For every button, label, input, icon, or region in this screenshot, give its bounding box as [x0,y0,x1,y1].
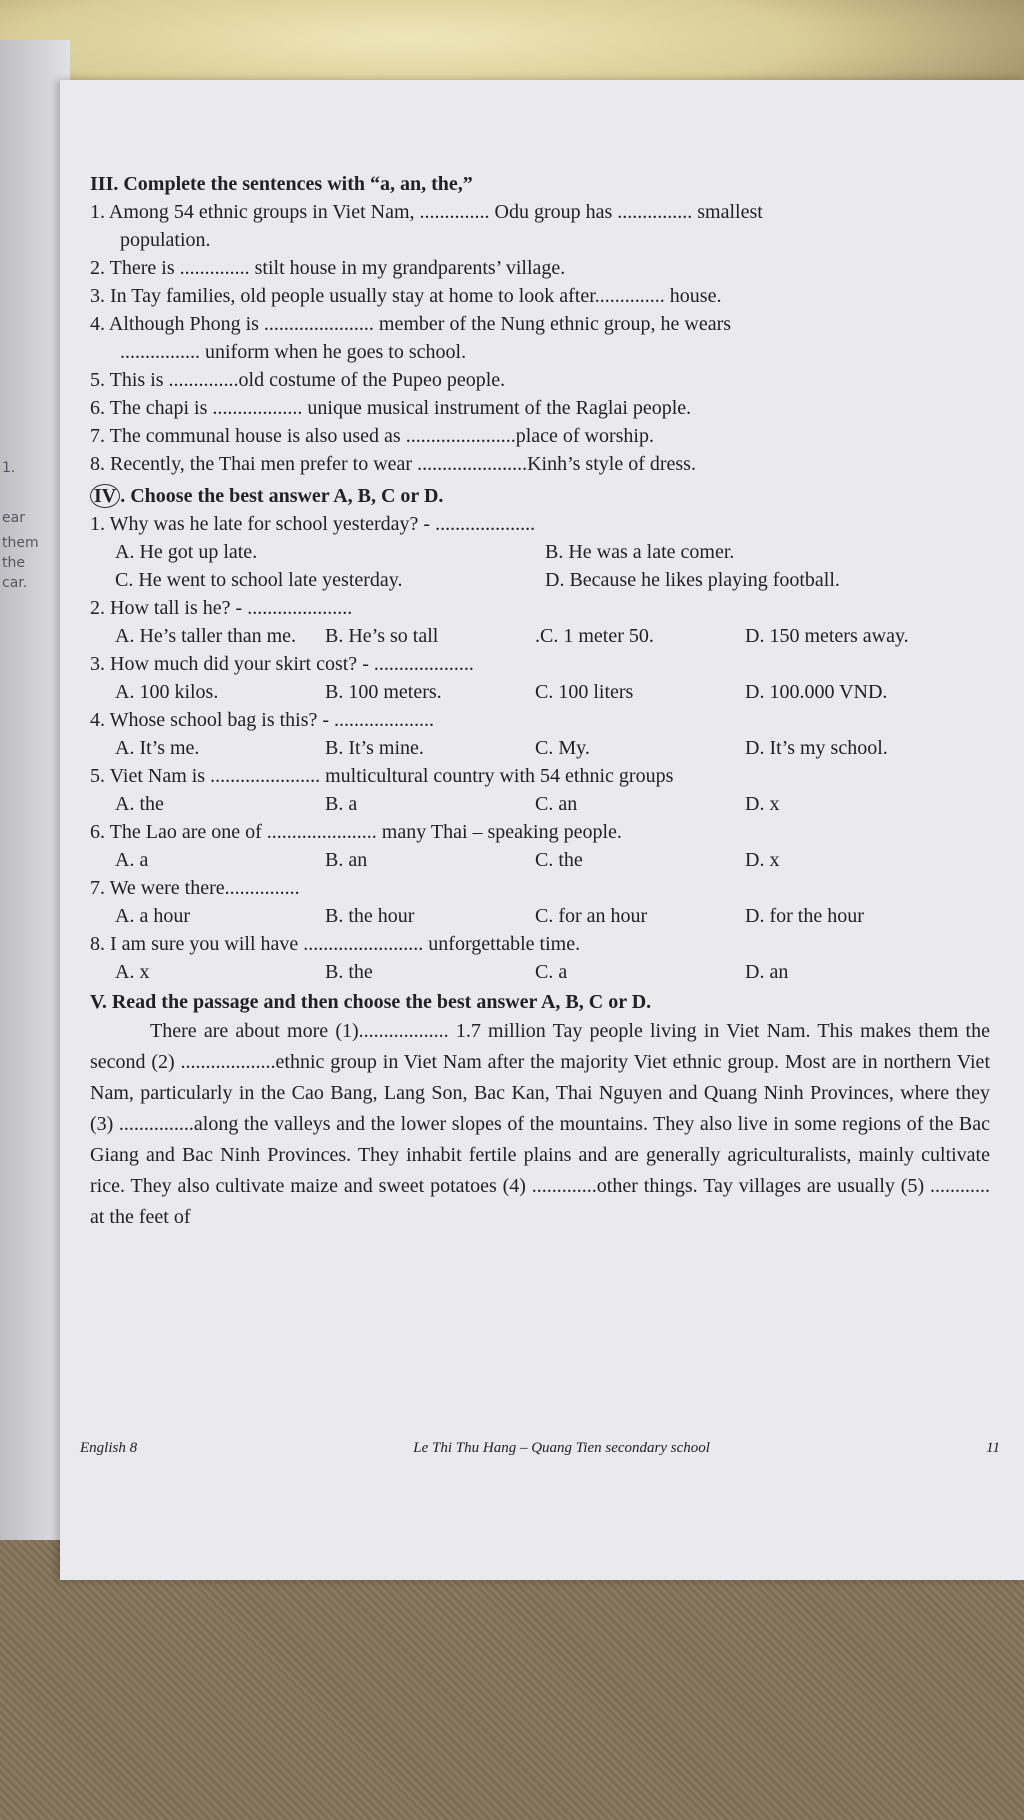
reading-passage [90,1016,990,1233]
answer-options [90,566,990,594]
answer-option: D. x [745,793,780,815]
question-text: 8. I am sure you will have ........................ unforgettable time. [90,933,581,955]
question-text: 2. How tall is he? - ..................... [90,597,353,619]
section-4-title-text: . Choose the best answer A, B, C or D. [120,485,444,507]
answer-options [90,790,990,818]
section-3-title: III. Complete the sentences with “a, an, the,” [90,173,473,195]
answer-option: B. an [325,849,368,871]
sentence-item: 8. Recently, the Thai men prefer to wear ......................Kinh’s style of dress. [90,453,696,475]
sentence-item: 6. The chapi is .................. unique musical instrument of the Raglai people. [90,397,692,419]
answer-option: C. 100 liters [535,681,634,703]
sentence-item: population. [120,229,211,251]
answer-option: B. It’s mine. [325,737,424,759]
answer-option: A. It’s me. [115,737,200,759]
margin-note: ear [2,510,25,526]
answer-option: C. a [535,961,568,983]
sentence-item: 2. There is .............. stilt house in my grandparents’ village. [90,257,566,279]
section-4-title [90,482,990,510]
answer-option: A. He got up late. [115,541,258,563]
answer-option: A. x [115,961,150,983]
margin-note: them [2,535,39,551]
answer-option: D. x [745,849,780,871]
question-text: 5. Viet Nam is ...................... multicultural country with 54 ethnic groups [90,765,674,787]
question-text: 3. How much did your skirt cost? - .................... [90,653,474,675]
sentence-item: 7. The communal house is also used as ......................place of worship. [90,425,654,447]
answer-option: B. He was a late comer. [545,541,735,563]
answer-option: C. an [535,793,578,815]
answer-option: D. It’s my school. [745,737,888,759]
margin-note: the [2,555,25,571]
answer-options [90,678,990,706]
answer-option: A. the [115,793,164,815]
answer-option: B. He’s so tall [325,625,439,647]
question-text: 7. We were there............... [90,877,300,899]
section-5-title: V. Read the passage and then choose the best answer A, B, C or D. [90,991,652,1013]
answer-option: C. He went to school late yesterday. [115,569,403,591]
sentence-item: 1. Among 54 ethnic groups in Viet Nam, .............. Odu group has ............... smallest [90,201,763,223]
section-4-questions [90,510,990,986]
answer-option: C. My. [535,737,590,759]
page-number: 11 [986,1440,1000,1456]
answer-options [90,958,990,986]
question-text: 4. Whose school bag is this? - .................... [90,709,435,731]
answer-options [90,734,990,762]
answer-option: A. 100 kilos. [115,681,219,703]
worksheet-content [90,170,990,1233]
passage-text: There are about more (1).................. 1.7 million Tay people living in Viet Nam. This makes them the second (2) ...................ethnic group in Viet Nam after the majority Viet ethnic group. Most are in northern Viet Nam, particularly in the Cao Bang, Lang Son, Bac Kan, Thai Nguyen and Quang Ninh Provinces, where they (3) ...............along the valleys and the lower slopes of the mountains. They also live in some regions of the Bac Giang and Bac Ninh Provinces. They inhabit fertile plains and are generally agriculturalists, mainly cultivate rice. They also cultivate maize and sweet potatoes (4) .............other things. Tay villages are usually (5) ............ at the feet of [90,1020,990,1228]
sentence-item: 4. Although Phong is ...................... member of the Nung ethnic group, he wears [90,313,732,335]
answer-option: B. a [325,793,358,815]
section-4-numeral: IV [90,484,120,508]
footer-author: Le Thi Thu Hang – Quang Tien secondary school [413,1440,710,1456]
answer-options [90,902,990,930]
page-footer [80,1440,1000,1457]
sentence-item: ................ uniform when he goes to school. [120,341,467,363]
answer-options [90,846,990,874]
answer-option: C. the [535,849,583,871]
answer-option: D. for the hour [745,905,864,927]
question-text: 6. The Lao are one of ...................... many Thai – speaking people. [90,821,622,843]
answer-options [90,622,990,650]
section-3-items [90,198,990,478]
question-text: 1. Why was he late for school yesterday? - .................... [90,513,536,535]
answer-option: B. the hour [325,905,415,927]
sentence-item: 5. This is ..............old costume of the Pupeo people. [90,369,506,391]
answer-option: .C. 1 meter 50. [535,625,654,647]
answer-option: D. 100.000 VND. [745,681,888,703]
sentence-item: 3. In Tay families, old people usually stay at home to look after.............. house. [90,285,722,307]
answer-option: A. He’s taller than me. [115,625,297,647]
answer-option: D. 150 meters away. [745,625,909,647]
answer-option: A. a [115,849,149,871]
answer-options [90,538,990,566]
margin-note: car. [2,575,28,591]
answer-option: C. for an hour [535,905,648,927]
answer-option: D. an [745,961,789,983]
answer-option: D. Because he likes playing football. [545,569,840,591]
answer-option: A. a hour [115,905,190,927]
margin-note: 1. [2,460,16,476]
answer-option: B. the [325,961,373,983]
answer-option: B. 100 meters. [325,681,442,703]
footer-book: English 8 [80,1440,138,1456]
